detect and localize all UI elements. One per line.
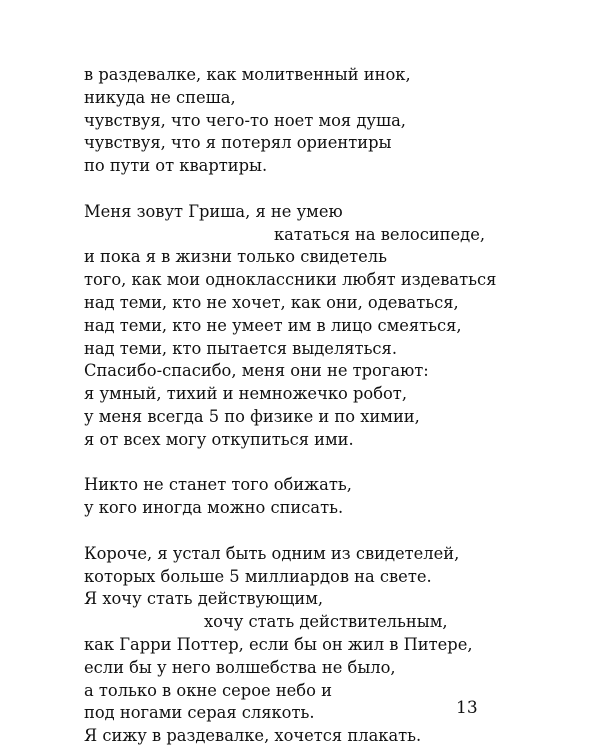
poem-line: над теми, кто не умеет им в лицо смеяться, [84,315,462,335]
poem-line: в раздевалке, как молитвенный инок, [84,65,411,84]
poem-line: я умный, тихий и немножечко робот, [84,384,407,404]
poem-line: и пока я в жизни только свидетель [84,247,387,267]
poem-line: которых больше 5 миллиардов на свете. [84,566,432,586]
poem-line: как Гарри Поттер, если бы он жил в Питере, [84,634,473,654]
poem-line: того, как мои одноклассники любят издеваться [84,270,497,290]
poem-line: никуда не спеша, [84,87,236,107]
poem-line-indented: хочу стать действительным, [204,612,448,632]
stanza-2 [84,201,554,452]
stanza-3 [84,474,554,520]
poem-line: Я хочу стать действующим, [84,589,324,609]
poem-line: под ногами серая слякоть. [84,703,315,723]
stanza-4 [84,543,554,748]
poem-line: а только в окне серое небо и [84,680,332,700]
poem-line-indented: кататься на велосипеде, [274,224,486,244]
poem-text [84,64,554,748]
poem-line: чувствуя, что чего-то ноет моя душа, [84,110,406,130]
poem-line: Спасибо-спасибо, меня они не трогают: [84,361,429,381]
stanza-break [84,178,554,201]
stanza-break [84,452,554,475]
stanza-break [84,520,554,543]
poem-line: Я сижу в раздевалке, хочется плакать. [84,726,422,746]
stanza-1 [84,64,554,178]
poem-line: над теми, кто не хочет, как они, одеваться, [84,292,459,312]
poem-line: Никто не станет того обижать, [84,475,352,495]
poem-line: у кого иногда можно списать. [84,498,344,518]
poem-line: Меня зовут Гриша, я не умею [84,201,343,221]
poem-line: чувствуя, что я потерял ориентиры [84,133,392,153]
poem-line: Короче, я устал быть одним из свидетелей, [84,543,460,563]
poem-line: по пути от квартиры. [84,156,268,176]
page-number: 13 [456,698,478,718]
poem-line: у меня всегда 5 по физике и по химии, [84,406,420,426]
poem-line: над теми, кто пытается выделяться. [84,338,397,358]
poem-line: если бы у него волшебства не было, [84,657,396,677]
poem-line: я от всех могу откупиться ими. [84,429,354,449]
